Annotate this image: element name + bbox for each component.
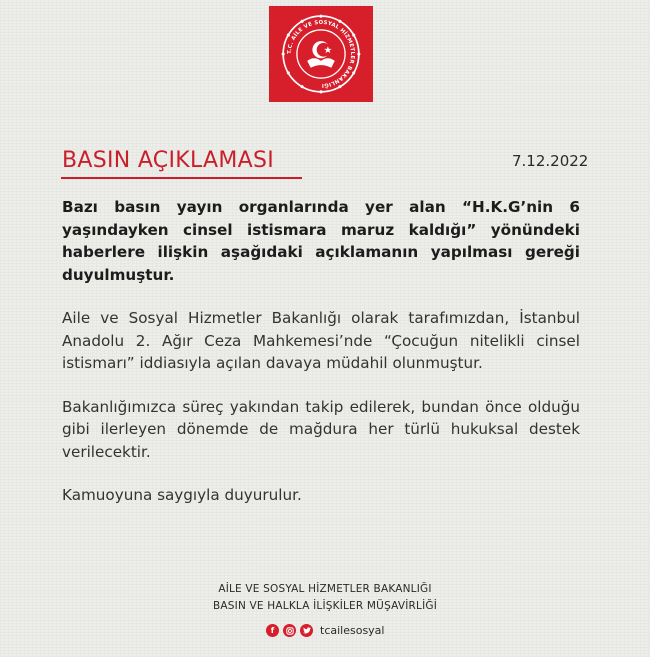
ministry-logo [269, 6, 373, 102]
twitter-icon[interactable] [300, 624, 313, 637]
lead-paragraph: Bazı basın yayın organlarında yer alan “H.K.G’nin 6 yaşındayken cinsel istismara maruz kaldığı” yönündeki haberlere ilişkin aşağıdaki açıklamanın yapılması gereği duyulmuştur. [62, 198, 580, 284]
page-title: BASIN AÇIKLAMASI [62, 148, 275, 173]
social-handle[interactable]: tcailesosyal [320, 624, 385, 637]
social-links [266, 624, 384, 637]
instagram-icon[interactable] [283, 624, 296, 637]
footer-ministry-name: AİLE VE SOSYAL HİZMETLER BAKANLIĞI [218, 583, 432, 595]
release-date: 7.12.2022 [512, 152, 589, 170]
body-paragraph: Bakanlığımızca süreç yakından takip edilerek, bundan önce olduğu gibi ilerleyen dönemde de mağdura her türlü hukuksal destek verilecektir. [62, 397, 580, 461]
title-underline [61, 177, 302, 179]
facebook-icon[interactable]: f [266, 624, 279, 637]
body-paragraph: Kamuoyuna saygıyla duyurulur. [62, 486, 302, 504]
ministry-emblem-icon [278, 11, 364, 97]
statement-body [62, 196, 580, 528]
logo-ring-text: T.C. AİLE VE SOSYAL HİZMETLER BAKANLIĞI [286, 19, 356, 89]
footer-department-name: BASIN VE HALKLA İLİŞKİLER MÜŞAVİRLİĞİ [213, 600, 437, 612]
body-paragraph: Aile ve Sosyal Hizmetler Bakanlığı olarak tarafımızdan, İstanbul Anadolu 2. Ağır Ceza Mahkemesi’nde “Çocuğun nitelikli cinsel istismarı” iddiasıyla açılan davaya müdahil olunmuştur. [62, 309, 580, 372]
